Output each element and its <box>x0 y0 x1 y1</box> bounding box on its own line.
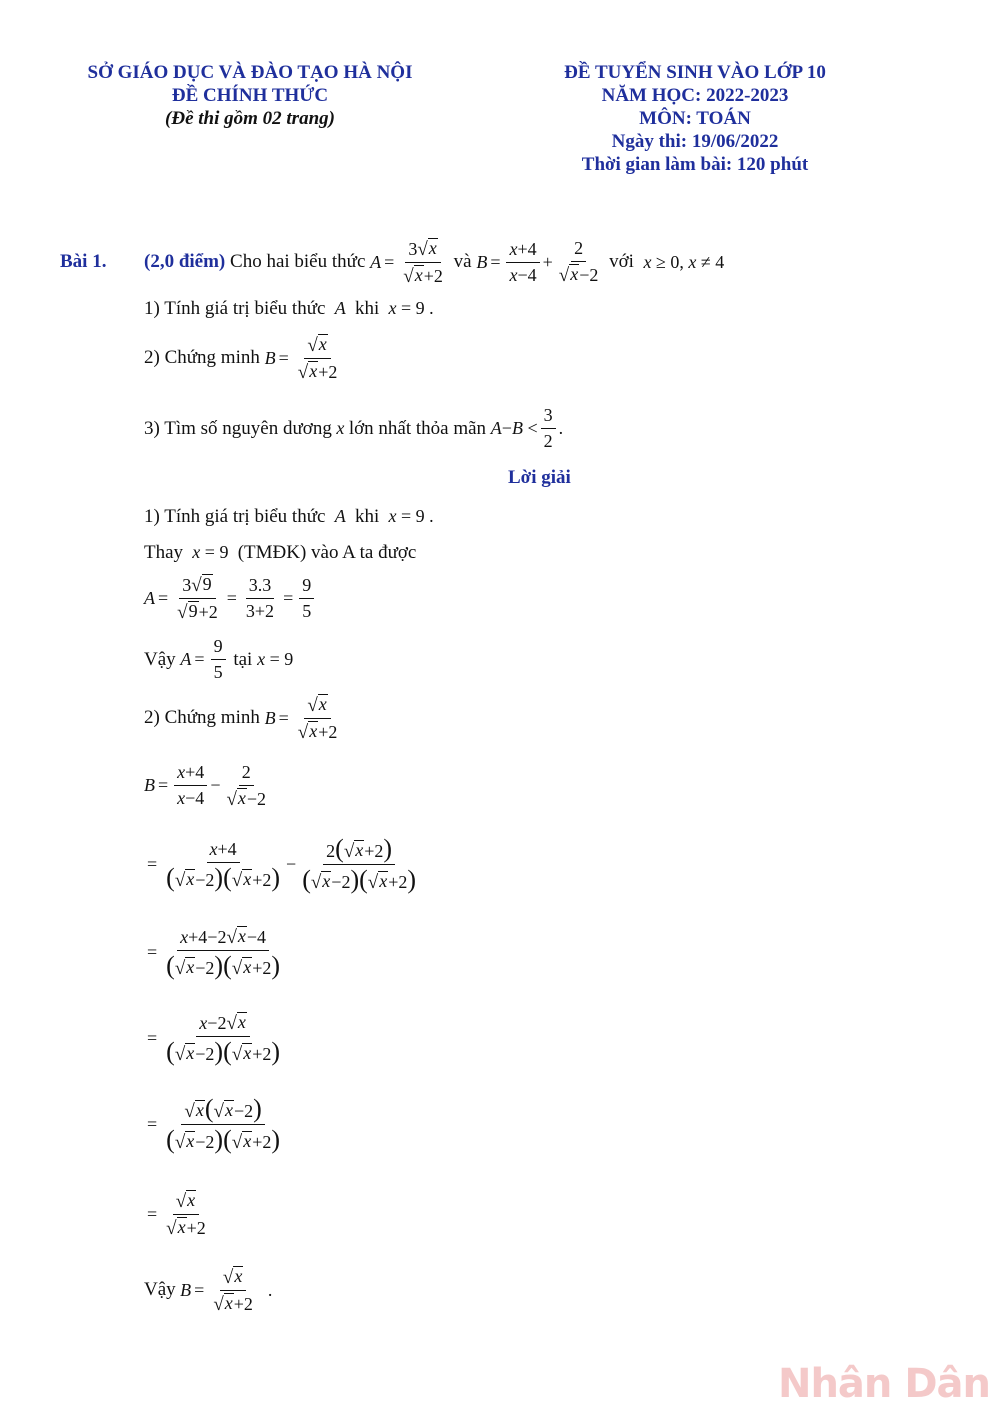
expr-b-def: B = $\frac{x+4}{x-4}$ + 2 √ x −2 <box>476 238 599 287</box>
problem-line <box>60 238 724 287</box>
subject: MÔN: TOÁN <box>639 108 751 129</box>
step-b-6: = √ x √ x +2 <box>147 1190 206 1239</box>
problem-points: (2,0 điểm) <box>144 251 226 273</box>
exam-header <box>525 61 865 176</box>
solution-2-heading: 2) Chứng minh B = √ x √ x +2 <box>144 694 338 743</box>
expr-a-def: A = 3 √ x √ x +2 <box>370 238 443 287</box>
official-exam-label: ĐỀ CHÍNH THỨC <box>171 85 329 106</box>
page-count-note: (Đề thi gồm 02 trang) <box>165 108 335 129</box>
conclusion-a: Vậy A = $\frac{9}{5}$ tại x = 9 <box>144 636 294 682</box>
eval-a: A = 3 √ 9 √ 9 +2 = $\frac{3.3}{3+2}$ = $\frac{9}{5}$ <box>144 574 317 623</box>
and-word: và <box>453 251 472 273</box>
department-name: SỞ GIÁO DỤC VÀ ĐÀO TẠO HÀ NỘI <box>87 62 413 83</box>
conclusion-b: Vậy B = √ x √ x +2 . <box>144 1266 273 1315</box>
problem-label: Bài 1. <box>60 251 107 273</box>
step-b-1: B = $\frac{x+4}{x-4}$ − 2 √ x −2 <box>144 762 267 810</box>
duration: Thời gian làm bài: 120 phút <box>581 154 809 175</box>
step-b-2: = x+4 ( √ x −2)( √ x +2) − 2( √ x +2) ( √ x −2)( √ x +2) <box>147 834 417 894</box>
solution-1-heading: 1) Tính giá trị biểu thức A khi x = 9 . <box>144 506 434 527</box>
step-b-4: = x−2 √ x ( √ x −2)( √ x +2) <box>147 1012 281 1066</box>
exam-date: Ngày thi: 19/06/2022 <box>611 131 779 152</box>
exam-title: ĐỀ TUYỂN SINH VÀO LỚP 10 <box>564 62 826 83</box>
solution-title: Lời giải <box>508 467 571 488</box>
with-word: với <box>609 251 634 273</box>
school-header <box>60 61 440 130</box>
step-b-5: = √ x ( √ x −2) ( √ x −2)( √ x +2) <box>147 1094 281 1154</box>
substitution-line: Thay x = 9 (TMĐK) vào A ta được <box>144 542 417 563</box>
problem-intro: Cho hai biểu thức <box>230 251 366 273</box>
question-3: 3) Tìm số nguyên dương x lớn nhất thỏa mãn A − B < $\frac{3}{2}$ . <box>144 405 564 451</box>
question-2: 2) Chứng minh B = √ x √ x +2 <box>144 334 338 383</box>
domain-condition: x ≥ 0, x ≠ 4 <box>643 251 725 272</box>
school-year: NĂM HỌC: 2022-2023 <box>601 85 789 106</box>
step-b-3: = x+4−2 √ x −4 ( √ x −2)( √ x +2) <box>147 926 281 980</box>
nhan-dan-watermark: Nhân Dân <box>777 1361 990 1407</box>
question-1: 1) Tính giá trị biểu thức A khi x = 9 . <box>144 298 434 319</box>
